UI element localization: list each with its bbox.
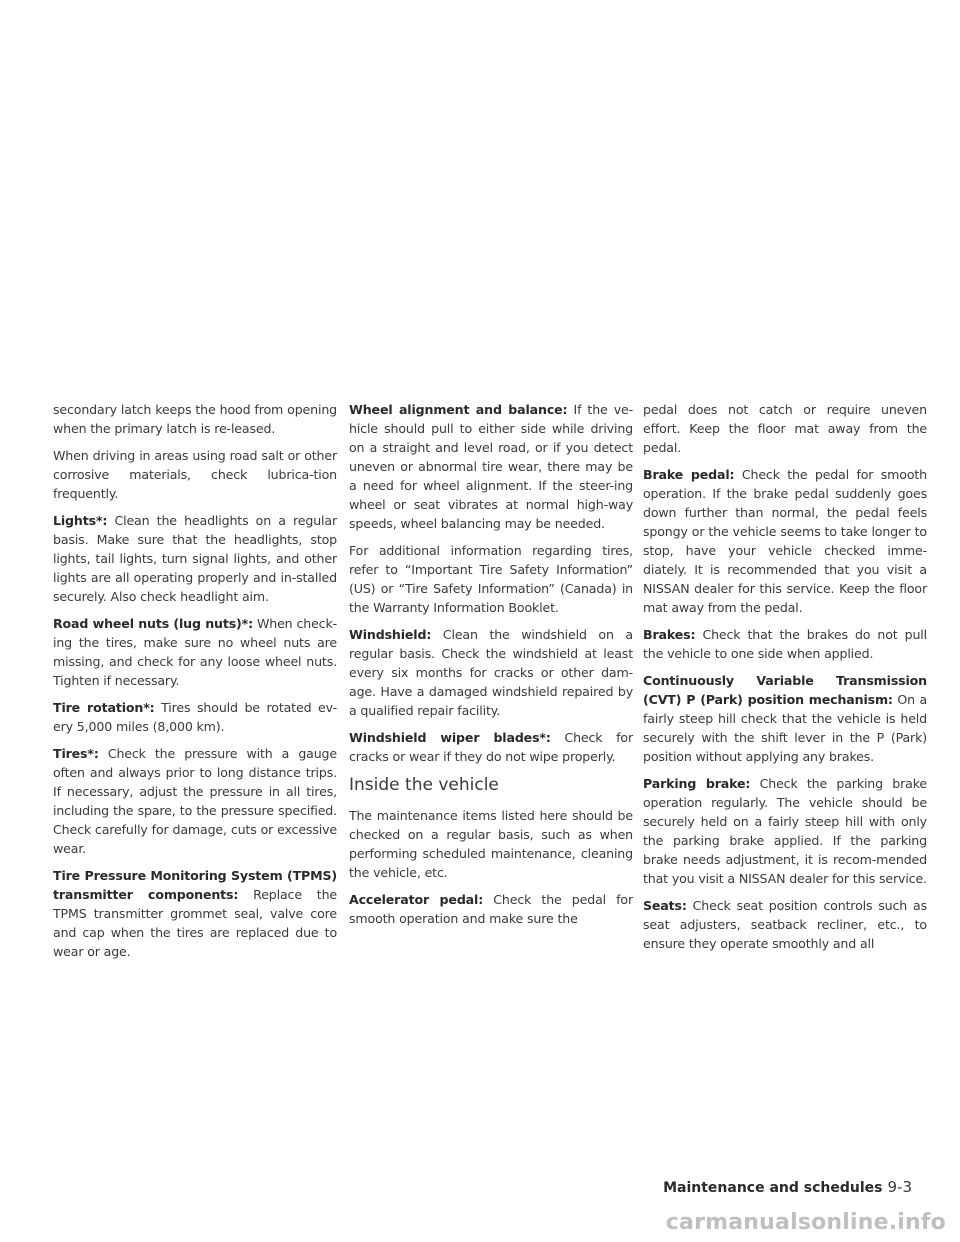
text-column-1 — [53, 400, 337, 969]
text-column-3 — [643, 400, 927, 961]
paragraph-wiper-blades: Windshield wiper blades*: Check for cracks or wear if they do not wipe properly. — [349, 730, 633, 764]
text-column-2 — [349, 400, 633, 936]
paragraph-windshield: Windshield: Clean the windshield on a regular basis. Check the windshield at least every six months for cracks or other dam-age. Have a damaged windshield repaired by a qualified repair facility. — [349, 627, 633, 718]
footer-section-title: Maintenance and schedules — [663, 1180, 883, 1196]
paragraph-seats: Seats: Check seat position controls such as seat adjusters, seatback recliner, etc., to ensure they operate smoothly and all — [643, 898, 927, 951]
paragraph-lights: Lights*: Clean the headlights on a regular basis. Make sure that the headlights, stop lights, tail lights, turn signal lights, and other lights are all operating properly and in-stalled securely. Also check headlight aim. — [53, 513, 337, 604]
section-heading: Inside the vehicle — [349, 775, 499, 795]
paragraph-wheel-alignment: Wheel alignment and balance: If the ve-hicle should pull to either side while driving on a straight and level road, or if you detect uneven or abnormal tire wear, there may be a need for wheel alignment. If the steer-ing wheel or seat vibrates at normal high-way speeds, wheel balancing may be needed. — [349, 402, 633, 531]
paragraph-accelerator-pedal: Accelerator pedal: Check the pedal for smooth operation and make sure the — [349, 892, 634, 926]
paragraph: secondary latch keeps the hood from opening when the primary latch is re-leased. — [53, 402, 337, 436]
paragraph-parking-brake: Parking brake: Check the parking brake operation regularly. The vehicle should be securely held on a fairly steep hill with only the parking brake applied. If the parking brake needs adjustment, it is recom-mended that you visit a NISSAN dealer for this service. — [643, 776, 927, 886]
paragraph: The maintenance items listed here should be checked on a regular basis, such as when performing scheduled maintenance, cleaning the vehicle, etc. — [349, 808, 633, 880]
page-footer — [663, 1178, 912, 1197]
paragraph-tire-rotation: Tire rotation*: Tires should be rotated ev-ery 5,000 miles (8,000 km). — [53, 700, 337, 734]
paragraph-tires: Tires*: Check the pressure with a gauge often and always prior to long distance trips. If necessary, adjust the pressure in all tires, including the spare, to the pressure specified. Check carefully for damage, cuts or excessive wear. — [53, 746, 338, 856]
paragraph-road-wheel-nuts: Road wheel nuts (lug nuts)*: When check-ing the tires, make sure no wheel nuts are missing, and check for any loose wheel nuts. Tighten if necessary. — [53, 616, 337, 688]
paragraph-cvt-park: Continuously Variable Transmission (CVT) P (Park) position mechanism: On a fairly steep hill check that the vehicle is held securely with the shift lever in the P (Park) position without applying any brakes. — [643, 673, 928, 764]
page-number: 9-3 — [887, 1178, 912, 1196]
paragraph: pedal does not catch or require uneven effort. Keep the floor mat away from the pedal. — [643, 402, 927, 455]
paragraph: For additional information regarding tires, refer to “Important Tire Safety Information” (US) or “Tire Safety Information” (Canada) in the Warranty Information Booklet. — [349, 543, 633, 615]
watermark-link[interactable]: carmanualsonline.info — [665, 1210, 946, 1235]
paragraph-brake-pedal: Brake pedal: Check the pedal for smooth operation. If the brake pedal suddenly goes down further than normal, the pedal feels spongy or the vehicle seems to take longer to stop, have your vehicle checked imme-diately. It is recommended that you visit a NISSAN dealer for this service. Keep the floor mat away from the pedal. — [643, 467, 927, 615]
paragraph: When driving in areas using road salt or other corrosive materials, check lubrica-tion frequently. — [53, 448, 337, 501]
paragraph-tpms: Tire Pressure Monitoring System (TPMS) transmitter components: Replace the TPMS transmitter grommet seal, valve core and cap when the tires are replaced due to wear or age. — [53, 868, 337, 959]
paragraph-brakes: Brakes: Check that the brakes do not pull the vehicle to one side when applied. — [643, 627, 927, 661]
